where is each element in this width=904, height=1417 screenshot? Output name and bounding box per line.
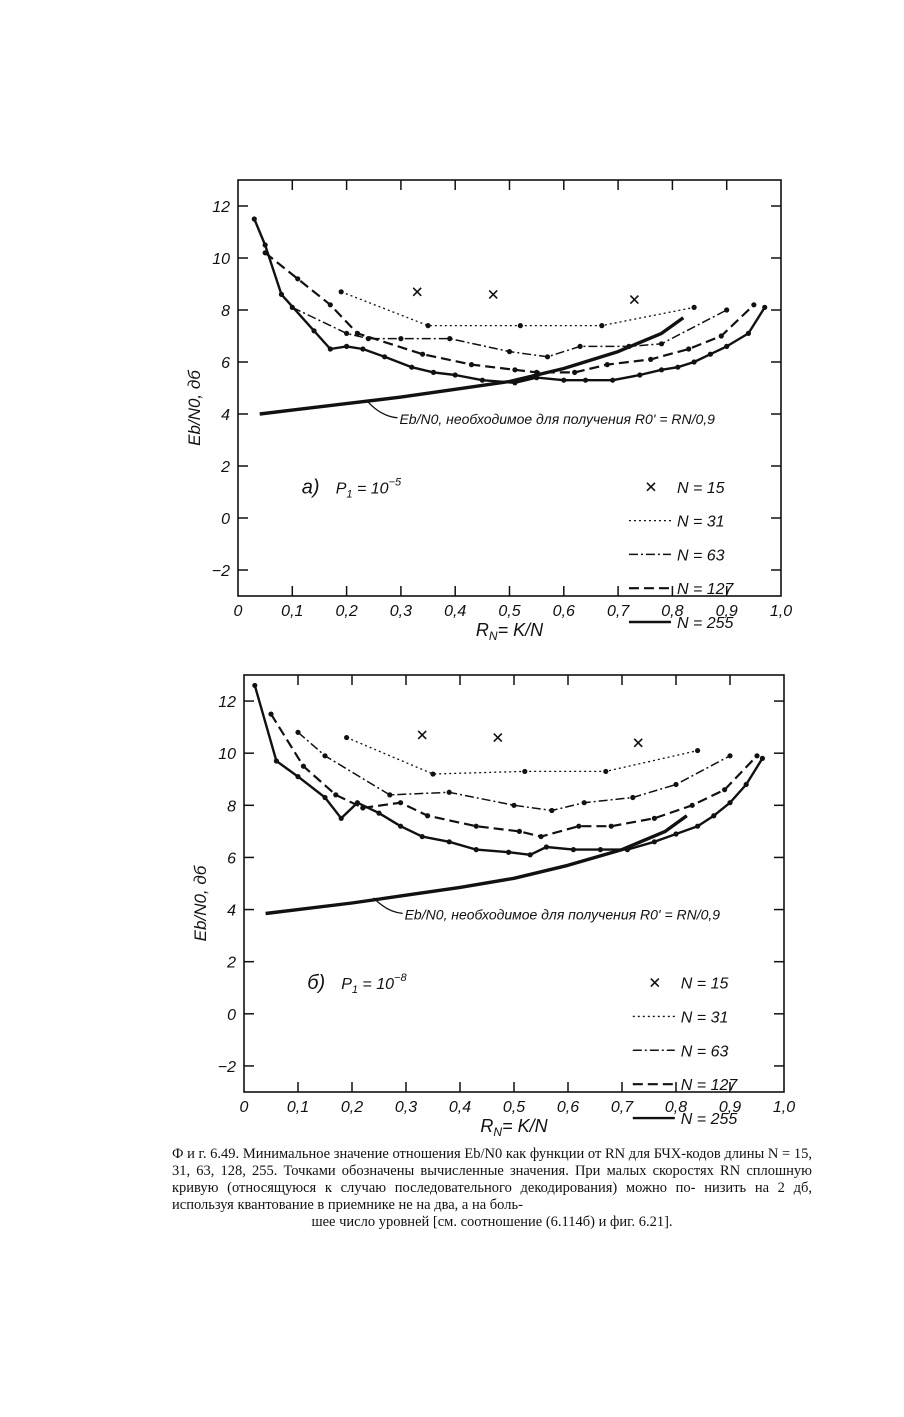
series-point [719, 333, 724, 338]
condition-part: −8 [394, 972, 407, 985]
series-point [506, 850, 511, 855]
y-tick-label: −2 [211, 563, 230, 580]
y-tick-label: 12 [212, 199, 230, 216]
series-point [637, 372, 642, 377]
condition-part: −5 [388, 476, 402, 489]
series-point [252, 683, 257, 688]
annotation-text: Eb/N0, необходимое для получения R0' = RN/0,9 [399, 410, 715, 427]
panel-label: а) [301, 476, 320, 499]
y-tick-label: 0 [227, 1006, 236, 1024]
series-point-n15 [489, 290, 497, 298]
series-point [711, 813, 716, 818]
x-tick-label: 0,9 [715, 603, 738, 620]
x-tick-label: 0,6 [552, 603, 575, 620]
series-point [599, 323, 604, 328]
legend-label: N = 63 [676, 547, 725, 565]
caption-line: шее число уровней [см. соотношение (6.114б) и фиг. 6.21]. [311, 1214, 673, 1230]
x-axis-label-part: R [480, 1116, 494, 1136]
caption-line: низить на 2 дб, используя квантование в приемнике не на два, а на боль- [172, 1180, 812, 1213]
series-point [692, 305, 697, 310]
series-line [266, 816, 687, 914]
legend-label: N = 63 [680, 1043, 729, 1061]
series-point [431, 370, 436, 375]
series-point [333, 792, 338, 797]
series-point [746, 331, 751, 336]
legend-label: N = 127 [680, 1077, 738, 1095]
legend-label: N = 255 [680, 1111, 738, 1129]
series-point [344, 331, 349, 336]
series-point [387, 792, 392, 797]
series-point [675, 365, 680, 370]
panel-label: б) [307, 972, 326, 995]
series-point [322, 795, 327, 800]
series-point [517, 829, 522, 834]
series-point [727, 800, 732, 805]
x-tick-label: 0,2 [335, 603, 358, 620]
series-point [322, 753, 327, 758]
series-point [605, 362, 610, 367]
series-point [686, 346, 691, 351]
series-point [311, 328, 316, 333]
series-point [430, 771, 435, 776]
y-axis-label: Eb/N0, дб [191, 865, 210, 942]
series-point-n15 [418, 731, 426, 739]
series-point [474, 847, 479, 852]
series-point [576, 824, 581, 829]
series-point [648, 357, 653, 362]
y-tick-label: 8 [227, 798, 236, 816]
series-point [760, 756, 765, 761]
x-axis-label [480, 1116, 548, 1139]
series-point [398, 824, 403, 829]
series-point [528, 852, 533, 857]
legend-label: N = 255 [676, 615, 734, 632]
x-axis-label-part: N [488, 629, 498, 643]
series-point [425, 813, 430, 818]
condition-part: P [341, 976, 352, 994]
series-point [571, 847, 576, 852]
x-tick-label: 1,0 [772, 1099, 796, 1116]
series-point [724, 344, 729, 349]
series-point [425, 323, 430, 328]
series-point [398, 336, 403, 341]
series-point [544, 844, 549, 849]
legend-swatch [647, 483, 655, 491]
x-axis-label-part: R [475, 620, 489, 640]
series-point [598, 847, 603, 852]
condition-part: = 10 [352, 480, 389, 498]
series-point [695, 824, 700, 829]
series-point [355, 800, 360, 805]
series-point [328, 302, 333, 307]
series-point [572, 370, 577, 375]
series-point [382, 354, 387, 359]
series-point [268, 711, 273, 716]
series-line [298, 732, 730, 810]
series-point [652, 839, 657, 844]
annotation-leader [368, 402, 397, 418]
x-tick-label: 0,3 [389, 603, 413, 620]
legend-label: N = 15 [680, 975, 729, 993]
series-point [507, 349, 512, 354]
x-tick-label: 0,5 [502, 1099, 526, 1116]
series-point [727, 753, 732, 758]
caption-line: (относящуюся к случаю последовательного декодирования) можно по- [227, 1180, 696, 1196]
series-point [609, 824, 614, 829]
series-point [583, 378, 588, 383]
series-point [376, 811, 381, 816]
x-tick-label: 0,4 [444, 603, 467, 620]
series-point [355, 331, 360, 336]
series-line [254, 219, 764, 383]
condition-label [336, 476, 402, 500]
series-point [610, 378, 615, 383]
series-point-n15 [494, 734, 502, 742]
series-point [744, 782, 749, 787]
y-tick-label: 2 [221, 459, 230, 476]
x-tick-label: 0 [239, 1099, 249, 1116]
series-line [255, 685, 763, 854]
series-point-n15 [413, 288, 421, 296]
series-point [577, 344, 582, 349]
condition-part: 1 [351, 984, 358, 997]
x-tick-label: 0,5 [498, 603, 521, 620]
series-point [751, 302, 756, 307]
x-tick-label: 0,7 [610, 1099, 634, 1116]
series-point [549, 808, 554, 813]
series-point [659, 367, 664, 372]
condition-label [341, 972, 407, 996]
series-point [512, 367, 517, 372]
series-point [301, 764, 306, 769]
series-point [518, 323, 523, 328]
series-point [295, 276, 300, 281]
series-point [480, 378, 485, 383]
series-point [582, 800, 587, 805]
legend-label: N = 31 [676, 513, 725, 531]
series-point [673, 782, 678, 787]
series-point [538, 834, 543, 839]
series-point [447, 839, 452, 844]
series-point-n15 [634, 739, 642, 747]
y-tick-label: 4 [227, 902, 236, 920]
series-point [344, 344, 349, 349]
legend-swatch [651, 979, 659, 987]
series-point [762, 305, 767, 310]
x-tick-label: 1,0 [769, 603, 793, 620]
series-point [420, 834, 425, 839]
x-tick-label: 0,8 [661, 603, 684, 620]
series-point [279, 292, 284, 297]
series-line [265, 253, 754, 373]
series-point [420, 352, 425, 357]
series-point [561, 378, 566, 383]
series-point [659, 341, 664, 346]
y-tick-label: 10 [212, 251, 230, 268]
series-point [263, 242, 268, 247]
condition-part: 1 [346, 488, 353, 501]
x-tick-label: 0,2 [340, 1099, 364, 1116]
y-tick-label: −2 [217, 1058, 236, 1076]
x-tick-label: 0,8 [664, 1099, 688, 1116]
y-tick-label: 2 [227, 954, 236, 972]
legend-label: N = 127 [676, 581, 734, 599]
series-point [339, 289, 344, 294]
series-line [341, 292, 694, 326]
series-point [274, 758, 279, 763]
series-point [469, 362, 474, 367]
series-point [724, 307, 729, 312]
y-tick-label: 8 [221, 303, 230, 320]
series-point [695, 748, 700, 753]
x-tick-label: 0,1 [286, 1099, 310, 1116]
series-point [339, 816, 344, 821]
series-point [474, 824, 479, 829]
y-tick-label: 6 [221, 355, 230, 372]
x-axis-label-part: N [493, 1125, 503, 1139]
series-point [295, 730, 300, 735]
series-point [511, 803, 516, 808]
y-tick-label: 12 [218, 694, 236, 712]
series-point [295, 774, 300, 779]
x-axis-label-part: = K/N [497, 620, 544, 640]
x-tick-label: 0,4 [448, 1099, 472, 1116]
series-point [690, 803, 695, 808]
panel-a [185, 180, 792, 643]
plot-frame [238, 180, 781, 599]
series-point [652, 816, 657, 821]
series-line [347, 738, 698, 775]
series-point [453, 372, 458, 377]
x-tick-label: 0,6 [556, 1099, 580, 1116]
y-axis-label: Eb/N0, дб [185, 370, 204, 446]
series-point [447, 336, 452, 341]
series-point [545, 354, 550, 359]
series-point [722, 787, 727, 792]
series-point [398, 800, 403, 805]
series-point [603, 769, 608, 774]
condition-part: P [335, 480, 347, 498]
series-point [360, 346, 365, 351]
x-axis-label-part: = K/N [502, 1116, 548, 1136]
series-point [344, 735, 349, 740]
caption-line: Ф и г. 6.49. Минимальное значение отношения Eb/N0 как функции от [172, 1146, 602, 1162]
series-point [708, 352, 713, 357]
annotation-text: Eb/N0, необходимое для получения R0' = RN/0,9 [404, 906, 721, 923]
series-point [447, 790, 452, 795]
series-point [328, 346, 333, 351]
series-point [522, 769, 527, 774]
y-tick-label: 0 [221, 511, 230, 528]
condition-part: = 10 [357, 976, 395, 994]
panel-b [191, 675, 795, 1139]
series-point [252, 216, 257, 221]
x-tick-label: 0,1 [281, 603, 304, 620]
x-tick-label: 0,7 [606, 603, 630, 620]
legend-label: N = 31 [680, 1009, 729, 1027]
x-tick-label: 0,9 [718, 1099, 742, 1116]
series-point [630, 795, 635, 800]
y-tick-label: 6 [227, 850, 236, 868]
series-point-n15 [630, 296, 638, 304]
caption-line: RN для БЧХ-кодов длины N = 15, 31, 63, 128, 255. Точками обозначены [172, 1146, 812, 1179]
x-axis-label [476, 620, 544, 643]
series-point [673, 831, 678, 836]
figure-caption [172, 1146, 812, 1231]
series-point [692, 359, 697, 364]
x-tick-label: 0,3 [394, 1099, 418, 1116]
caption-line: вычисленные значения. При малых скоростях RN сплошную кривую [172, 1163, 813, 1196]
y-tick-label: 10 [218, 746, 236, 764]
y-tick-label: 4 [221, 407, 230, 424]
x-tick-label: 0 [233, 603, 243, 620]
legend-label: N = 15 [676, 479, 725, 497]
series-point [754, 753, 759, 758]
plot-frame [244, 675, 784, 1095]
series-point [409, 365, 414, 370]
